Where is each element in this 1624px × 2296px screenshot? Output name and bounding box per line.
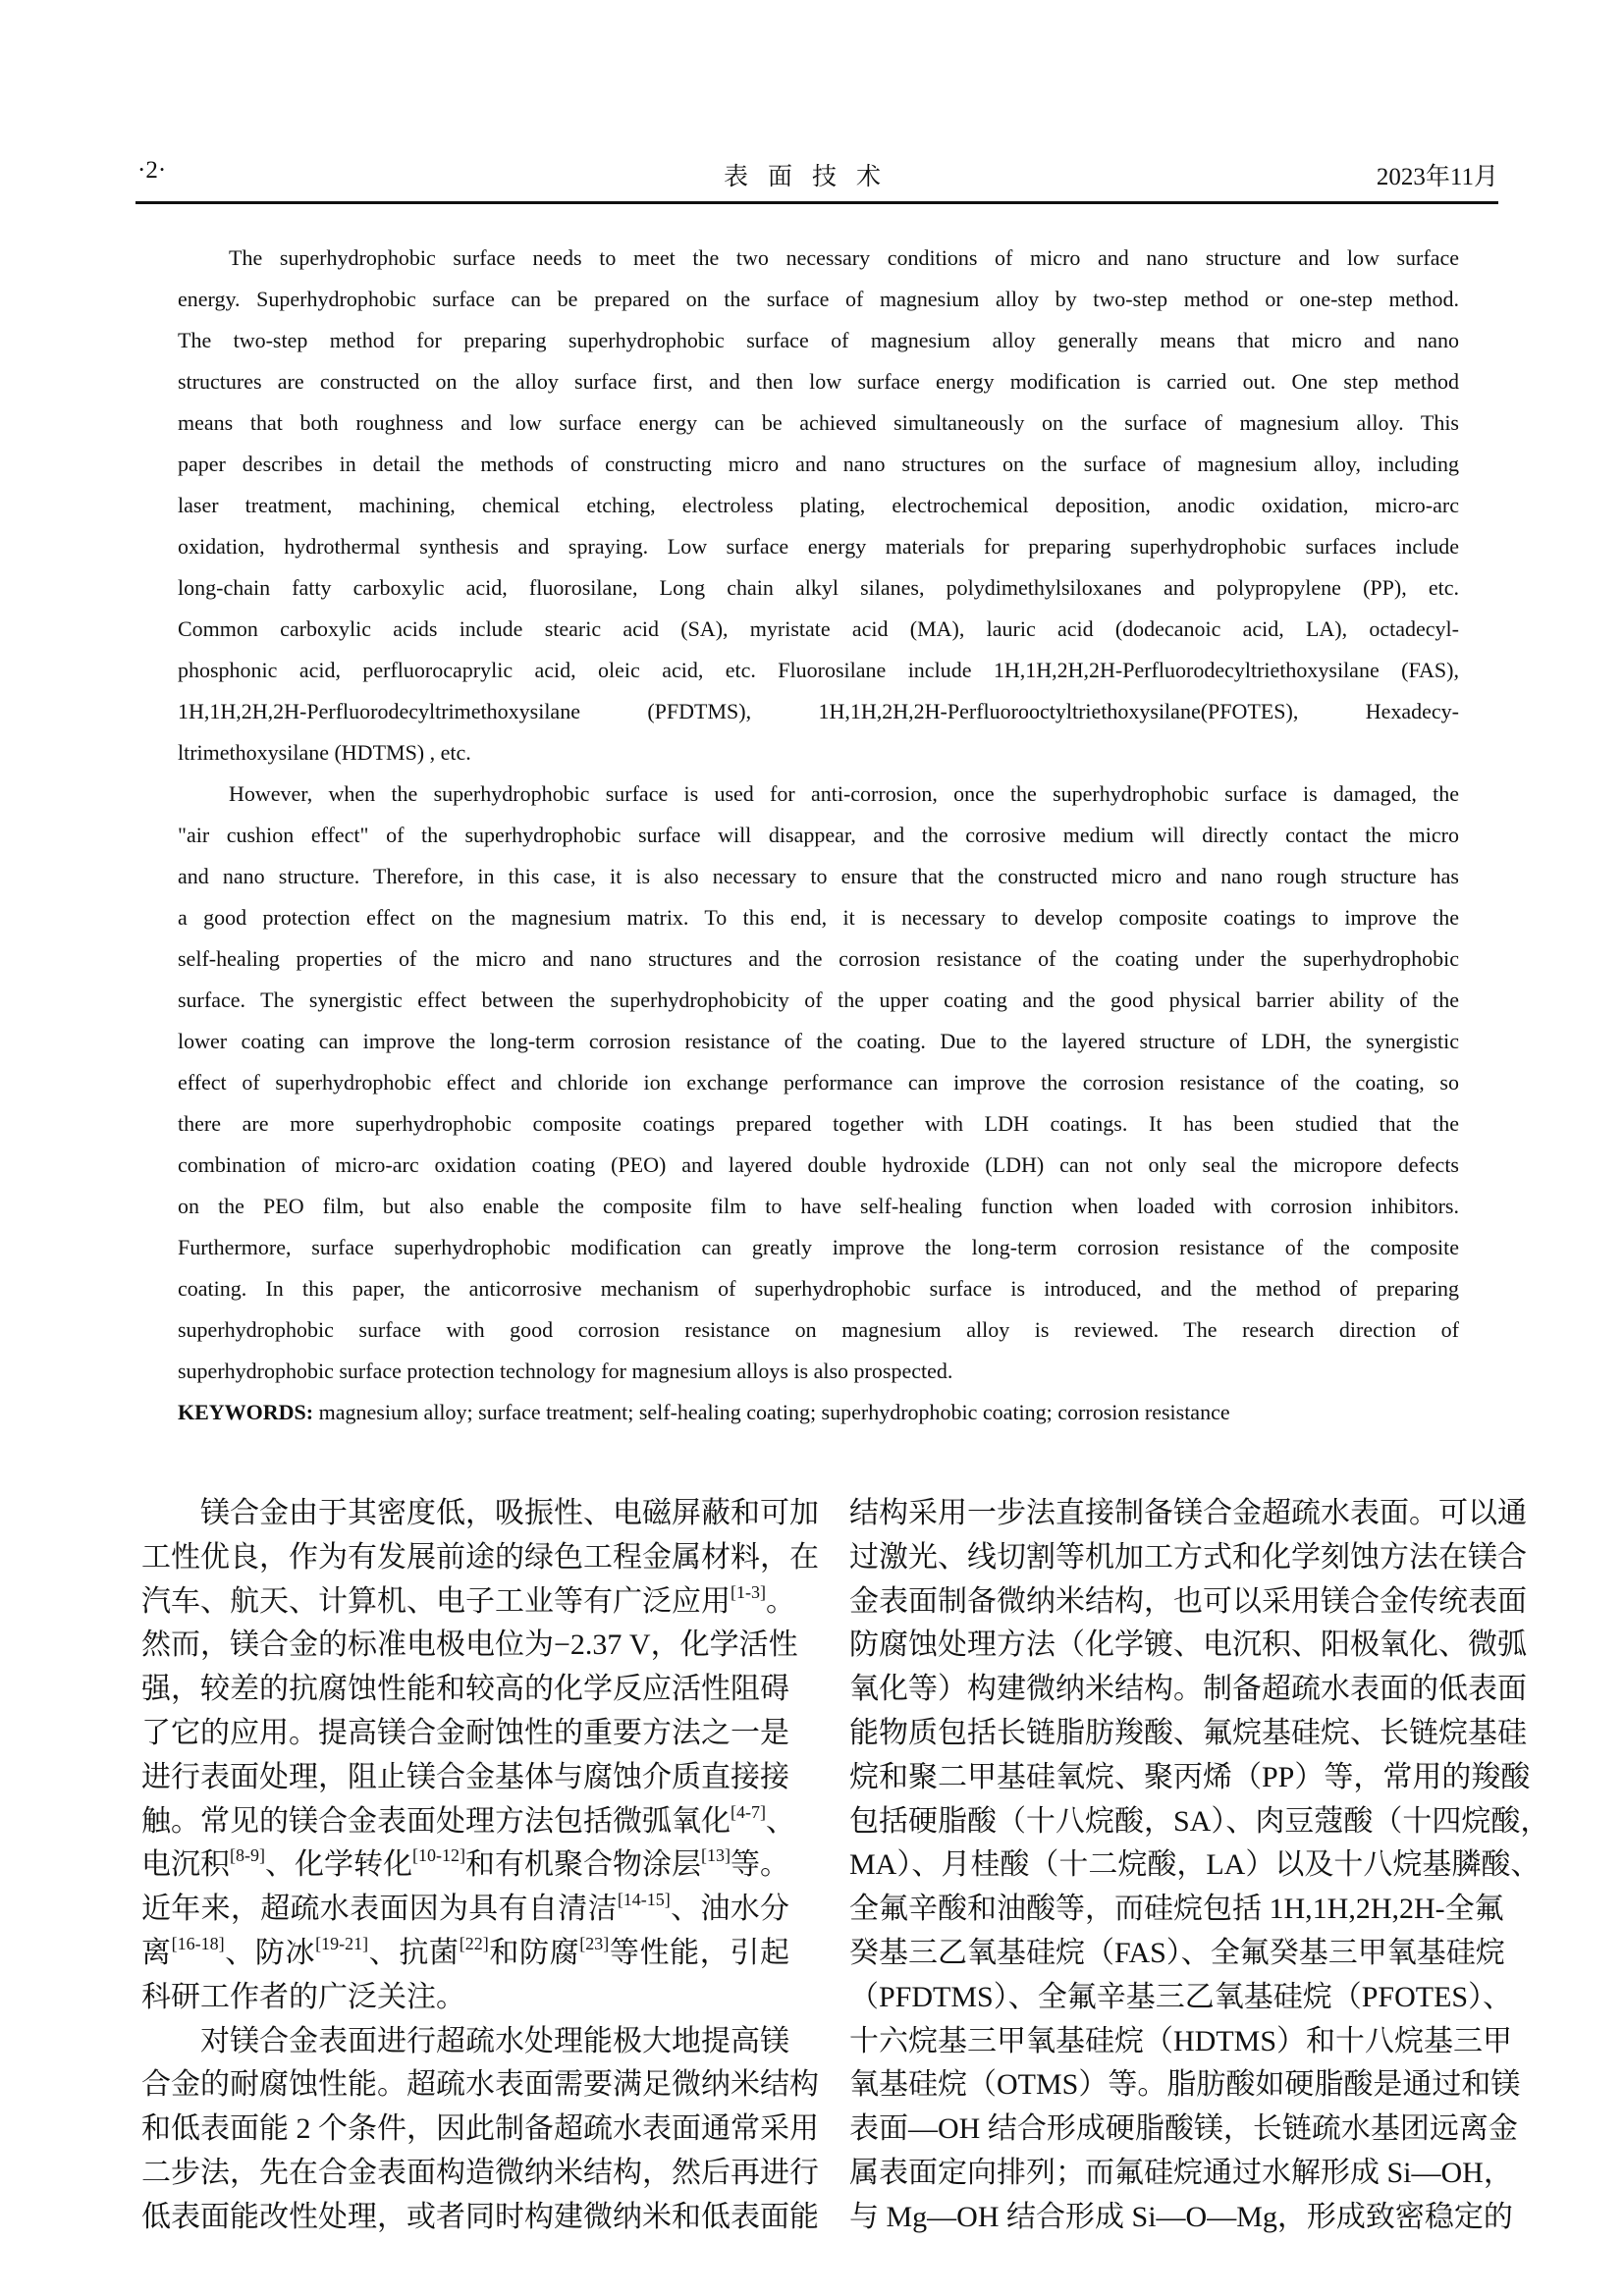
abstract-line: Furthermore, surface superhydrophobic modification can greatly improve the long-term corrosion resistance of the composite bbox=[178, 1235, 1459, 1259]
abstract-line: and nano structure. Therefore, in this case, it is also necessary to ensure that the constructed micro and nano rough structure has bbox=[178, 864, 1459, 888]
abstract-line: on the PEO film, but also enable the composite film to have self-healing function when loaded with corrosion inhibitors. bbox=[178, 1194, 1459, 1218]
body-text: 结构采用一步法直接制备镁合金超疏水表面。可以通 bbox=[849, 1497, 1527, 1529]
abstract-line: Common carboxylic acids include stearic acid (SA), myristate acid (MA), lauric acid (dodecanoic acid, LA), octadecyl- bbox=[178, 616, 1459, 641]
body-text: 工性优良，作为有发展前途的绿色工程金属材料，在 bbox=[141, 1540, 819, 1574]
abstract-line: surface. The synergistic effect between the superhydrophobicity of the upper coating and the good physical barrier ability of the bbox=[178, 988, 1459, 1012]
journal-title: 表面技术 bbox=[723, 164, 900, 190]
body-line bbox=[849, 1843, 1541, 1888]
body-line bbox=[849, 2152, 1513, 2196]
body-text: 金表面制备微纳米结构，也可以采用镁合金传统表面 bbox=[849, 1584, 1527, 1618]
body-text: 触。常见的镁合金表面处理方法包括微弧氧化 bbox=[141, 1804, 731, 1838]
abstract-line: oxidation, hydrothermal synthesis and spraying. Low surface energy materials for preparing superhydrophobic surfaces include bbox=[178, 534, 1459, 559]
body-text: 二步法，先在合金表面构造微纳米结构，然后再进行 bbox=[141, 2156, 819, 2189]
citation-ref: [10-12] bbox=[412, 1845, 465, 1866]
abstract-paragraphs bbox=[178, 238, 1459, 1392]
body-line bbox=[141, 1712, 789, 1756]
body-text: 、油水分 bbox=[670, 1893, 789, 1926]
body-text: 与 Mg—OH 结合形成 Si—O—Mg，形成致密稳定的 bbox=[849, 2200, 1513, 2233]
body-line bbox=[141, 1976, 789, 2020]
body-line bbox=[849, 1624, 1527, 1668]
body-line bbox=[849, 1712, 1527, 1756]
body-text: 等。 bbox=[731, 1848, 790, 1882]
abstract-line: a good protection effect on the magnesium matrix. To this end, it is necessary to develop composite coatings to improve the bbox=[178, 905, 1459, 930]
keywords-text: magnesium alloy; surface treatment; self-healing coating; superhydrophobic coating; corrosion resistance bbox=[318, 1400, 1230, 1424]
abstract-line: self-healing properties of the micro and nano structures and the corrosion resistance of the coating under the superhydrophobic bbox=[178, 946, 1459, 971]
body-line bbox=[141, 1800, 795, 1844]
body-text: 汽车、航天、计算机、电子工业等有广泛应用 bbox=[141, 1584, 731, 1618]
body-line bbox=[849, 2020, 1513, 2064]
body-line bbox=[141, 2196, 819, 2240]
body-text: 进行表面处理，阻止镁合金基体与腐蚀介质直接接 bbox=[141, 1760, 789, 1793]
body-line bbox=[849, 1800, 1550, 1844]
body-line bbox=[141, 1580, 795, 1625]
body-line bbox=[849, 2196, 1513, 2240]
body-text: 包括硬脂酸（十八烷酸，SA）、肉豆蔻酸（十四烷酸， bbox=[849, 1804, 1550, 1838]
body-text: （PFDTMS）、全氟辛基三乙氧基硅烷（PFOTES）、 bbox=[849, 1980, 1513, 2013]
citation-ref: [13] bbox=[701, 1845, 731, 1866]
body-text: 合金的耐腐蚀性能。超疏水表面需要满足微纳米结构 bbox=[141, 2068, 819, 2102]
body-line bbox=[141, 1624, 798, 1668]
citation-ref: [8-9] bbox=[230, 1845, 265, 1866]
body-text: 过激光、线切割等机加工方式和化学刻蚀方法在镁合 bbox=[849, 1540, 1527, 1574]
body-text: 等性能，引起 bbox=[609, 1936, 790, 1969]
body-line bbox=[141, 2108, 819, 2152]
citation-ref: [23] bbox=[579, 1933, 610, 1953]
body-text: 离 bbox=[141, 1936, 172, 1969]
body-text: MA）、月桂酸（十二烷酸，LA）以及十八烷基膦酸、 bbox=[849, 1848, 1541, 1882]
abstract-line: lower coating can improve the long-term corrosion resistance of the coating. Due to the layered structure of LDH, the synergistic bbox=[178, 1029, 1459, 1053]
body-text: 、防冰 bbox=[224, 1936, 316, 1969]
body-text: 、抗菌 bbox=[368, 1936, 460, 1969]
abstract-line: there are more superhydrophobic composite coatings prepared together with LDH coatings. It has been studied that the bbox=[178, 1111, 1459, 1136]
english-abstract bbox=[178, 238, 1459, 1433]
body-text: 对镁合金表面进行超疏水处理能极大地提高镁 bbox=[200, 2024, 789, 2057]
abstract-line: "air cushion effect" of the superhydrophobic surface will disappear, and the corrosive medium will directly contact the micro bbox=[178, 823, 1459, 847]
keywords-label: KEYWORDS: bbox=[178, 1400, 314, 1424]
abstract-line: superhydrophobic surface with good corrosion resistance on magnesium alloy is reviewed. The research direction of bbox=[178, 1317, 1459, 1342]
abstract-line: ltrimethoxysilane (HDTMS) , etc. bbox=[178, 740, 471, 765]
abstract-line: The two-step method for preparing superhydrophobic surface of magnesium alloy generally means that micro and nano bbox=[178, 328, 1459, 352]
abstract-line: energy. Superhydrophobic surface can be prepared on the surface of magnesium alloy by two-step method or one-step method. bbox=[178, 287, 1459, 311]
keywords-line bbox=[178, 1392, 1459, 1433]
citation-ref: [14-15] bbox=[617, 1890, 671, 1910]
body-text: 了它的应用。提高镁合金耐蚀性的重要方法之一是 bbox=[141, 1716, 789, 1749]
body-text: 、 bbox=[765, 1804, 795, 1838]
body-line bbox=[141, 1932, 789, 1976]
abstract-line: phosphonic acid, perfluorocaprylic acid, oleic acid, etc. Fluorosilane include 1H,1H,2H,2H-Perfluorodecyltriethoxysilane (FAS), bbox=[178, 658, 1459, 682]
body-line bbox=[141, 2063, 819, 2108]
body-line bbox=[141, 1756, 789, 1800]
body-line bbox=[141, 1492, 819, 1536]
abstract-line: superhydrophobic surface protection technology for magnesium alloys is also prospected. bbox=[178, 1359, 953, 1383]
abstract-line: combination of micro-arc oxidation coating (PEO) and layered double hydroxide (LDH) can not only seal the micropore defects bbox=[178, 1152, 1459, 1177]
body-text: 氧化等）构建微纳米结构。制备超疏水表面的低表面 bbox=[849, 1673, 1527, 1706]
body-line bbox=[849, 1536, 1527, 1580]
body-text: 低表面能改性处理，或者同时构建微纳米和低表面能 bbox=[141, 2200, 819, 2233]
citation-ref: [19-21] bbox=[315, 1933, 369, 1953]
issue-date: 2023年11月 bbox=[1376, 164, 1498, 190]
page-number: ·2· bbox=[137, 157, 167, 184]
body-line bbox=[849, 1492, 1527, 1536]
body-text: 和有机聚合物涂层 bbox=[465, 1848, 702, 1882]
body-text: 表面—OH 结合形成硬脂酸镁，长链疏水基团远离金 bbox=[849, 2112, 1518, 2146]
header-rule bbox=[135, 201, 1498, 204]
body-text: 然而，镁合金的标准电极电位为−2.37 V，化学活性 bbox=[141, 1629, 798, 1662]
abstract-line: means that both roughness and low surface energy can be achieved simultaneously on the surface of magnesium alloy. This bbox=[178, 410, 1459, 435]
body-text: 强，较差的抗腐蚀性能和较高的化学反应活性阻碍 bbox=[141, 1673, 789, 1706]
body-line bbox=[141, 1536, 819, 1580]
abstract-line: paper describes in detail the methods of constructing micro and nano structures on the surface of magnesium alloy, including bbox=[178, 452, 1459, 476]
body-text: 防腐蚀处理方法（化学镀、电沉积、阳极氧化、微弧 bbox=[849, 1629, 1527, 1662]
abstract-line: structures are constructed on the alloy surface first, and then low surface energy modification is carried out. One step method bbox=[178, 369, 1459, 394]
body-line bbox=[141, 2152, 819, 2196]
body-text: 癸基三乙氧基硅烷（FAS）、全氟癸基三甲氧基硅烷 bbox=[849, 1936, 1505, 1969]
body-text: 和低表面能 2 个条件，因此制备超疏水表面通常采用 bbox=[141, 2112, 819, 2146]
abstract-line: effect of superhydrophobic effect and chloride ion exchange performance can improve the corrosion resistance of the coating, so bbox=[178, 1070, 1459, 1095]
body-text: 全氟辛酸和油酸等，而硅烷包括 1H,1H,2H,2H-全氟 bbox=[849, 1893, 1504, 1926]
body-text: 科研工作者的广泛关注。 bbox=[141, 1980, 465, 2013]
body-column-right bbox=[849, 1492, 1550, 2240]
body-text: 属表面定向排列；而氟硅烷通过水解形成 Si—OH， bbox=[849, 2156, 1513, 2189]
body-text: 近年来，超疏水表面因为具有自清洁 bbox=[141, 1893, 618, 1926]
citation-ref: [1-3] bbox=[731, 1581, 766, 1602]
body-line bbox=[849, 1580, 1527, 1625]
body-line bbox=[141, 1668, 789, 1712]
body-text: 烷和聚二甲基硅氧烷、聚丙烯（PP）等，常用的羧酸 bbox=[849, 1760, 1531, 1793]
abstract-line: 1H,1H,2H,2H-Perfluorodecyltrimethoxysilane (PFDTMS), 1H,1H,2H,2H-Perfluorooctyltriethoxysilane(PFOTES), Hexadecy- bbox=[178, 699, 1459, 723]
body-column-left bbox=[141, 1492, 819, 2240]
body-line bbox=[849, 1668, 1527, 1712]
body-line bbox=[849, 1932, 1505, 1976]
body-line bbox=[141, 1843, 789, 1888]
body-line bbox=[849, 1756, 1531, 1800]
abstract-line: laser treatment, machining, chemical etching, electroless plating, electrochemical deposition, anodic oxidation, micro-arc bbox=[178, 493, 1459, 517]
body-text: 镁合金由于其密度低，吸振性、电磁屏蔽和可加 bbox=[200, 1497, 819, 1529]
body-text: 、化学转化 bbox=[265, 1848, 413, 1882]
body-text: 电沉积 bbox=[141, 1848, 231, 1882]
body-line bbox=[849, 2063, 1521, 2108]
citation-ref: [4-7] bbox=[731, 1801, 766, 1822]
body-line bbox=[849, 1976, 1513, 2020]
body-text: 十六烷基三甲氧基硅烷（HDTMS）和十八烷基三甲 bbox=[849, 2024, 1513, 2057]
citation-ref: [16-18] bbox=[171, 1933, 225, 1953]
body-text: 氧基硅烷（OTMS）等。脂肪酸如硬脂酸是通过和镁 bbox=[849, 2068, 1521, 2102]
body-text: 和防腐 bbox=[488, 1936, 580, 1969]
body-line bbox=[141, 2020, 789, 2064]
body-line bbox=[141, 1888, 789, 1932]
body-text: 能物质包括长链脂肪羧酸、氟烷基硅烷、长链烷基硅 bbox=[849, 1716, 1527, 1749]
body-line bbox=[849, 2108, 1518, 2152]
body-text: 。 bbox=[765, 1584, 795, 1618]
citation-ref: [22] bbox=[459, 1933, 489, 1953]
abstract-line: long-chain fatty carboxylic acid, fluorosilane, Long chain alkyl silanes, polydimethylsiloxanes and polypropylene (PP), etc. bbox=[178, 575, 1459, 600]
abstract-line: However, when the superhydrophobic surface is used for anti-corrosion, once the superhydrophobic surface is damaged, the bbox=[229, 781, 1459, 806]
abstract-line: coating. In this paper, the anticorrosive mechanism of superhydrophobic surface is introduced, and the method of preparing bbox=[178, 1276, 1459, 1301]
body-line bbox=[849, 1888, 1504, 1932]
abstract-line: The superhydrophobic surface needs to meet the two necessary conditions of micro and nano structure and low surface bbox=[229, 245, 1459, 270]
